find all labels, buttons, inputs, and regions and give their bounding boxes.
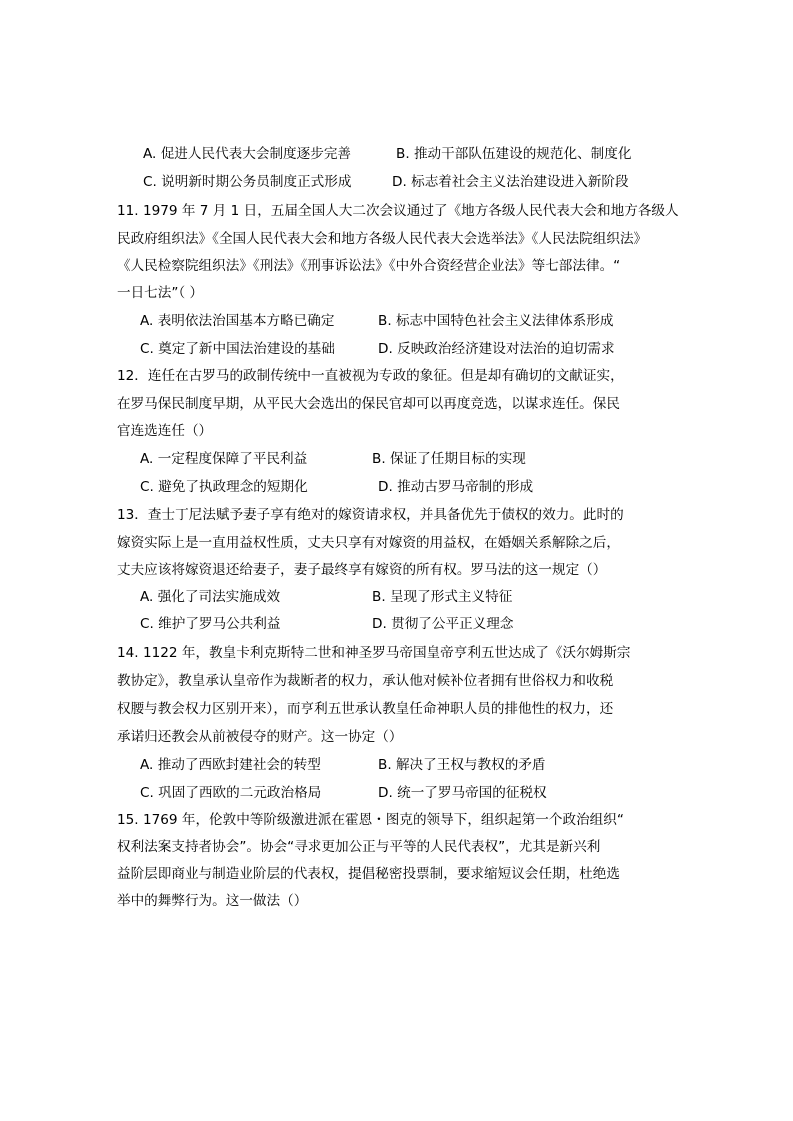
q14-option-a[interactable]: A. 推动了西欧封建社会的转型 [140, 757, 321, 773]
q13-stem-line-1: 13．查士丁尼法赋予妻子享有绝对的嫁资请求权，并具备优先于债权的效力。此时的 [117, 507, 624, 523]
q14-stem-line-2: 教协定》，教皇承认皇帝作为裁断者的权力，承认他对候补位者拥有世俗权力和收税 [117, 673, 614, 689]
q12-option-b[interactable]: B. 保证了任期目标的实现 [372, 451, 526, 467]
q13-stem-line-2: 嫁资实际上是一直用益权性质，丈夫只享有对嫁资的用益权，在婚姻关系解除之后， [117, 535, 620, 551]
q13-option-b[interactable]: B. 呈现了形式主义特征 [372, 589, 513, 605]
q15-stem-line-2: 权利法案支持者协会”。协会“寻求更加公正与平等的人民代表权”，尤其是新兴利 [117, 839, 601, 855]
q12-option-c[interactable]: C. 避免了执政理念的短期化 [140, 479, 308, 495]
q11-option-b[interactable]: B. 标志中国特色社会主义法律体系形成 [378, 313, 614, 329]
q10-option-d[interactable]: D. 标志着社会主义法治建设进入新阶段 [392, 174, 629, 190]
q13-option-d[interactable]: D. 贯彻了公平正义理念 [372, 616, 514, 632]
q13-option-c[interactable]: C. 维护了罗马公共利益 [140, 616, 281, 632]
q13-option-a[interactable]: A. 强化了司法实施成效 [140, 589, 281, 605]
q12-stem-line-3: 官连选连任（） [117, 423, 213, 439]
q12-option-d[interactable]: D. 推动古罗马帝制的形成 [378, 479, 534, 495]
q15-stem-line-1: 15. 1769 年，伦敦中等阶级激进派在霍恩・图克的领导下，组织起第一个政治组织“ [117, 812, 624, 828]
q15-stem-line-4: 举中的舞弊行为。这一做法（） [117, 893, 308, 909]
q14-stem-line-3: 权腰与教会权力区别开来），而亨利五世承认教皇任命神职人员的排他性的权力，还 [117, 701, 614, 717]
q11-option-d[interactable]: D. 反映政治经济建设对法治的迫切需求 [378, 341, 615, 357]
q11-option-c[interactable]: C. 奠定了新中国法治建设的基础 [140, 341, 335, 357]
q12-stem-line-2: 在罗马保民制度早期，从平民大会选出的保民官却可以再度竞选，以谋求连任。保民 [117, 396, 620, 412]
q10-option-b[interactable]: B. 推动干部队伍建设的规范化、制度化 [396, 146, 632, 162]
q12-option-a[interactable]: A. 一定程度保障了平民利益 [140, 451, 308, 467]
q12-stem-line-1: 12．连任在古罗马的政制传统中一直被视为专政的象征。但是却有确切的文献证实， [117, 368, 624, 384]
q10-option-a[interactable]: A. 促进人民代表大会制度逐步完善 [143, 146, 352, 162]
q11-option-a[interactable]: A. 表明依法治国基本方略已确定 [140, 313, 335, 329]
q11-stem-line-1: 11. 1979 年 7 月 1 日，五届全国人大二次会议通过了《地方各级人民代表大会和地方各级人 [117, 203, 679, 219]
q11-stem-line-4: 一日七法”（ ） [117, 285, 204, 301]
q11-stem-line-2: 民政府组织法》《全国人民代表大会和地方各级人民代表大会选举法》《人民法院组织法》 [117, 231, 648, 247]
q14-option-b[interactable]: B. 解决了王权与教权的矛盾 [378, 757, 546, 773]
q10-option-c[interactable]: C. 说明新时期公务员制度正式形成 [143, 174, 352, 190]
q15-stem-line-3: 益阶层即商业与制造业阶层的代表权，提倡秘密投票制，要求缩短议会任期，杜绝选 [117, 866, 620, 882]
q14-stem-line-4: 承诺归还教会从前被侵夺的财产。这一协定（） [117, 729, 403, 745]
q14-stem-line-1: 14. 1122 年，教皇卡利克斯特二世和神圣罗马帝国皇帝亨利五世达成了《沃尔姆斯宗 [117, 645, 631, 661]
q11-stem-line-3: 《人民检察院组织法》《刑法》《刑事诉讼法》《中外合资经营企业法》等七部法律。“ [117, 258, 621, 274]
q14-option-c[interactable]: C. 巩固了西欧的二元政治格局 [140, 785, 322, 801]
q14-option-d[interactable]: D. 统一了罗马帝国的征税权 [378, 785, 547, 801]
q13-stem-line-3: 丈夫应该将嫁资退还给妻子，妻子最终享有嫁资的所有权。罗马法的这一规定（） [117, 562, 607, 578]
